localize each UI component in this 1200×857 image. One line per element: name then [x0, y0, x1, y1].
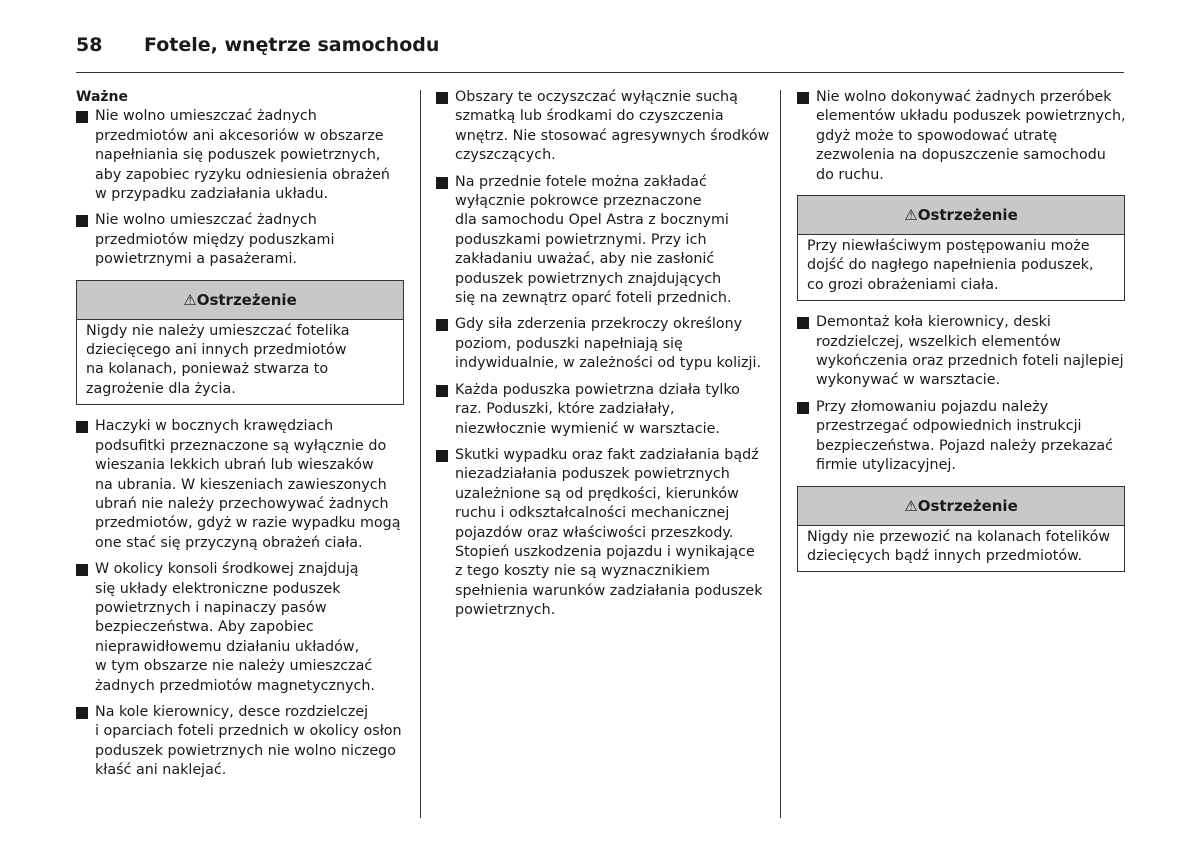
column-1: [76, 88, 406, 788]
list-item: [436, 315, 766, 373]
page-number: 58: [76, 34, 103, 56]
item-text-line: wieszania lekkich ubrań lub wieszaków: [95, 457, 374, 474]
item-text-line: aby zapobiec ryzyku odniesienia obrażeń: [95, 166, 390, 183]
item-text-line: elementów układu poduszek powietrznych,: [816, 108, 1126, 125]
item-text-line: wyłącznie pokrowce przeznaczone: [455, 193, 702, 210]
bullet-list: [797, 313, 1127, 475]
item-text-line: przestrzegać odpowiednich instrukcji: [816, 418, 1082, 435]
item-text-line: W okolicy konsoli środkowej znajdują: [95, 561, 359, 578]
item-text-line: pojazdów oraz właściwości przeszkody.: [455, 524, 734, 541]
warning-text: [798, 235, 1124, 300]
item-text-line: Gdy siła zderzenia przekroczy określony: [455, 316, 743, 333]
item-text-line: napełniania się poduszek powietrznych,: [95, 147, 381, 164]
warning-text-line: dziecięcego ani innych przedmiotów: [86, 342, 347, 359]
item-text-line: w przypadku zadziałania układu.: [95, 186, 329, 203]
item-text-line: ruchu i odkształcalności mechanicznej: [455, 505, 730, 522]
item-text-line: firmie utylizacyjnej.: [816, 457, 956, 474]
item-text-line: indywidualnie, w zależności od typu kolizji.: [455, 355, 762, 372]
list-item: [797, 398, 1127, 476]
list-item: [436, 381, 766, 439]
warning-text-line: Przy niewłaściwym postępowaniu może: [807, 238, 1090, 255]
warning-text-line: co grozi obrażeniami ciała.: [807, 276, 999, 293]
list-item: [797, 313, 1127, 391]
bullet-square-icon: [797, 317, 809, 329]
item-text-line: Każda poduszka powietrzna działa tylko: [455, 381, 740, 398]
item-text-line: powietrznych.: [455, 602, 556, 619]
item-text-line: Nie wolno dokonywać żadnych przeróbek: [816, 89, 1112, 105]
item-text-line: ubrań nie należy przechowywać żadnych: [95, 495, 389, 512]
item-text-line: z tego koszty nie są wyznacznikiem: [455, 563, 710, 580]
item-text-line: się na zewnątrz oparć foteli przednich.: [455, 290, 732, 307]
warning-text-line: dziecięcych bądź innych przedmiotów.: [807, 547, 1082, 564]
item-text-line: kłaść ani naklejać.: [95, 762, 227, 779]
item-text-line: przedmiotów między poduszkami: [95, 231, 335, 248]
item-text-line: rozdzielczej, wszelkich elementów: [816, 333, 1061, 350]
bullet-square-icon: [76, 707, 88, 719]
bullet-square-icon: [76, 111, 88, 123]
item-text-line: powietrznymi a pasażerami.: [95, 251, 297, 268]
item-text-line: Nie wolno umieszczać żadnych: [95, 212, 317, 229]
list-item: [436, 446, 766, 621]
item-text-line: wykończenia oraz przednich foteli najlepiej: [816, 353, 1124, 370]
warning-title: ⚠Ostrzeżenie: [798, 487, 1124, 526]
warning-text-line: zagrożenie dla życia.: [86, 380, 236, 397]
column-divider: [780, 90, 781, 818]
warning-box: [76, 280, 404, 406]
item-text-line: Skutki wypadku oraz fakt zadziałania bądź: [455, 446, 759, 463]
bullet-square-icon: [76, 215, 88, 227]
warning-text-line: dojść do nagłego napełnienia poduszek,: [807, 257, 1094, 274]
item-text-line: szmatką lub środkami do czyszczenia: [455, 108, 724, 125]
list-item: [436, 88, 770, 166]
bullet-square-icon: [436, 450, 448, 462]
item-text-line: nieprawidłowemu działaniu układów,: [95, 638, 360, 655]
bullet-square-icon: [436, 385, 448, 397]
list-item: [436, 173, 766, 309]
item-text-line: przedmiotów, gdyż w razie wypadku mogą: [95, 515, 401, 532]
item-text-line: niezadziałania poduszek powietrznych: [455, 466, 730, 483]
page-title: Fotele, wnętrze samochodu: [144, 34, 440, 56]
page-header: [76, 34, 439, 56]
item-text-line: bezpieczeństwa. Pojazd należy przekazać: [816, 437, 1114, 454]
section-heading: Ważne: [76, 89, 129, 105]
item-text-line: i oparciach foteli przednich w okolicy osłon: [95, 723, 402, 740]
item-text-line: do ruchu.: [816, 166, 884, 183]
item-text-line: powietrznych i napinaczy pasów: [95, 599, 327, 616]
item-text-line: spełnienia warunków zadziałania poduszek: [455, 582, 763, 599]
header-rule: [76, 72, 1124, 73]
item-text-line: Na przednie fotele można zakładać: [455, 173, 707, 190]
item-text-line: one stać się przyczyną obrażeń ciała.: [95, 534, 363, 551]
warning-box: [797, 195, 1125, 301]
warning-box: [797, 486, 1125, 573]
item-text-line: w tym obszarze nie należy umieszczać: [95, 658, 373, 675]
list-item: [76, 107, 406, 204]
item-text-line: żadnych przedmiotów magnetycznych.: [95, 677, 375, 694]
column-2: [436, 88, 770, 628]
bullet-square-icon: [797, 402, 809, 414]
item-text-line: zezwolenia na dopuszczenie samochodu: [816, 147, 1106, 164]
item-text-line: Przy złomowaniu pojazdu należy: [816, 398, 1049, 415]
bullet-list: [797, 88, 1127, 185]
item-text-line: zakładaniu uważać, aby nie zasłonić: [455, 251, 715, 268]
item-text-line: wykonywać w warsztacie.: [816, 372, 1001, 389]
item-text-line: poziom, poduszki napełniają się: [455, 335, 683, 352]
item-text-line: poduszkami powietrznymi. Przy ich: [455, 231, 707, 248]
bullet-list: [76, 417, 406, 780]
bullet-square-icon: [436, 92, 448, 104]
column-3: [797, 88, 1127, 584]
item-text-line: Demontaż koła kierownicy, deski: [816, 314, 1051, 331]
bullet-square-icon: [436, 177, 448, 189]
bullet-square-icon: [436, 319, 448, 331]
item-text-line: przedmiotów ani akcesoriów w obszarze: [95, 127, 384, 144]
bullet-square-icon: [797, 92, 809, 104]
item-text-line: na ubrania. W kieszeniach zawieszonych: [95, 476, 387, 493]
item-text-line: się układy elektroniczne poduszek: [95, 580, 341, 597]
column-divider: [420, 90, 421, 818]
list-item: [797, 88, 1127, 185]
item-text-line: czyszczących.: [455, 147, 556, 164]
item-text-line: Na kole kierownicy, desce rozdzielczej: [95, 703, 369, 720]
warning-text-line: Nigdy nie należy umieszczać fotelika: [86, 322, 350, 339]
item-text-line: niezwłocznie wymienić w warsztacie.: [455, 420, 720, 437]
warning-text: [77, 320, 403, 405]
list-item: [76, 703, 406, 781]
item-text-line: poduszek powietrznych nie wolno niczego: [95, 742, 396, 759]
bullet-square-icon: [76, 564, 88, 576]
item-text-line: raz. Poduszki, które zadziałały,: [455, 401, 675, 418]
warning-text: [798, 526, 1124, 572]
list-item: [76, 211, 406, 269]
item-text-line: Stopień uszkodzenia pojazdu i wynikające: [455, 543, 755, 560]
item-text-line: gdyż może to spowodować utratę: [816, 127, 1058, 144]
bullet-square-icon: [76, 421, 88, 433]
warning-text-line: Nigdy nie przewozić na kolanach fotelików: [807, 528, 1111, 545]
item-text-line: Haczyki w bocznych krawędziach: [95, 418, 334, 435]
item-text-line: dla samochodu Opel Astra z bocznymi: [455, 212, 729, 229]
item-text-line: bezpieczeństwa. Aby zapobiec: [95, 619, 314, 636]
list-item: [76, 417, 406, 553]
item-text-line: Nie wolno umieszczać żadnych: [95, 108, 317, 125]
item-text-line: poduszek powietrznych znajdujących: [455, 270, 722, 287]
bullet-list: [436, 88, 770, 621]
warning-text-line: na kolanach, ponieważ stwarza to: [86, 361, 329, 378]
warning-title: ⚠Ostrzeżenie: [77, 281, 403, 320]
item-text-line: wnętrz. Nie stosować agresywnych środków: [455, 127, 770, 144]
warning-title: ⚠Ostrzeżenie: [798, 196, 1124, 235]
item-text-line: Obszary te oczyszczać wyłącznie suchą: [455, 89, 738, 105]
item-text-line: uzależnione są od prędkości, kierunków: [455, 485, 739, 502]
list-item: [76, 560, 406, 696]
item-text-line: podsufitki przeznaczone są wyłącznie do: [95, 437, 387, 454]
bullet-list: [76, 107, 406, 269]
